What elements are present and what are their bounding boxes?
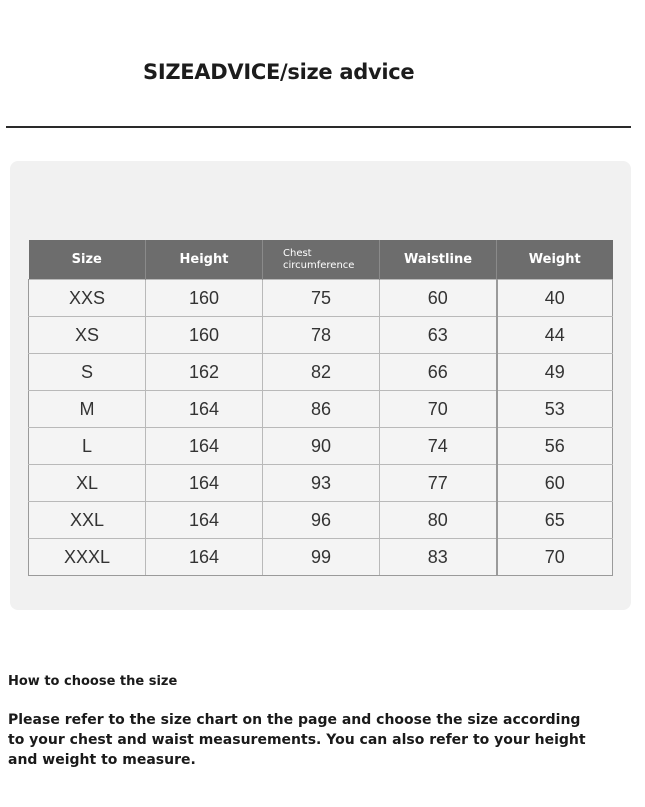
cell-chest: 82 bbox=[263, 354, 380, 391]
table-row bbox=[29, 354, 613, 391]
cell-waist: 83 bbox=[380, 539, 497, 576]
cell-size: XS bbox=[29, 317, 146, 354]
cell-size: XL bbox=[29, 465, 146, 502]
cell-waist: 80 bbox=[380, 502, 497, 539]
cell-waist: 77 bbox=[380, 465, 497, 502]
cell-chest: 75 bbox=[263, 280, 380, 317]
cell-waist: 74 bbox=[380, 428, 497, 465]
cell-waist: 63 bbox=[380, 317, 497, 354]
cell-height: 164 bbox=[146, 391, 263, 428]
cell-size: XXL bbox=[29, 502, 146, 539]
cell-weight: 70 bbox=[497, 539, 613, 576]
cell-height: 164 bbox=[146, 465, 263, 502]
cell-chest: 99 bbox=[263, 539, 380, 576]
cell-height: 160 bbox=[146, 317, 263, 354]
header-height: Height bbox=[146, 240, 263, 280]
header-chest-line2: circumference bbox=[283, 259, 355, 271]
table-row bbox=[29, 502, 613, 539]
header-weight: Weight bbox=[497, 240, 613, 280]
table-row bbox=[29, 465, 613, 502]
table-row bbox=[29, 391, 613, 428]
guide-text bbox=[8, 710, 608, 770]
cell-size: S bbox=[29, 354, 146, 391]
table-row bbox=[29, 539, 613, 576]
guide-line: Please refer to the size chart on the page and choose the size according bbox=[8, 712, 581, 728]
cell-height: 162 bbox=[146, 354, 263, 391]
cell-size: M bbox=[29, 391, 146, 428]
cell-chest: 93 bbox=[263, 465, 380, 502]
cell-weight: 40 bbox=[497, 280, 613, 317]
table-row bbox=[29, 280, 613, 317]
cell-weight: 56 bbox=[497, 428, 613, 465]
cell-waist: 66 bbox=[380, 354, 497, 391]
cell-size: XXS bbox=[29, 280, 146, 317]
table-header-row bbox=[29, 240, 613, 280]
header-waistline: Waistline bbox=[380, 240, 497, 280]
guide-line: and weight to measure. bbox=[8, 752, 196, 768]
table-row bbox=[29, 317, 613, 354]
header-chest bbox=[263, 240, 380, 280]
cell-waist: 70 bbox=[380, 391, 497, 428]
cell-height: 164 bbox=[146, 502, 263, 539]
cell-size: XXXL bbox=[29, 539, 146, 576]
guide-title: How to choose the size bbox=[8, 674, 178, 689]
cell-height: 160 bbox=[146, 280, 263, 317]
cell-chest: 86 bbox=[263, 391, 380, 428]
table-row bbox=[29, 428, 613, 465]
cell-chest: 78 bbox=[263, 317, 380, 354]
cell-height: 164 bbox=[146, 428, 263, 465]
guide-line: to your chest and waist measurements. You can also refer to your height bbox=[8, 732, 586, 748]
cell-height: 164 bbox=[146, 539, 263, 576]
page-title: SIZEADVICE/size advice bbox=[143, 60, 415, 84]
cell-chest: 96 bbox=[263, 502, 380, 539]
header-size: Size bbox=[29, 240, 146, 280]
title-divider bbox=[6, 126, 631, 128]
cell-weight: 60 bbox=[497, 465, 613, 502]
size-chart-table bbox=[28, 240, 613, 576]
cell-weight: 53 bbox=[497, 391, 613, 428]
cell-size: L bbox=[29, 428, 146, 465]
cell-chest: 90 bbox=[263, 428, 380, 465]
cell-weight: 49 bbox=[497, 354, 613, 391]
header-chest-line1: Chest bbox=[283, 247, 312, 259]
cell-waist: 60 bbox=[380, 280, 497, 317]
cell-weight: 44 bbox=[497, 317, 613, 354]
cell-weight: 65 bbox=[497, 502, 613, 539]
